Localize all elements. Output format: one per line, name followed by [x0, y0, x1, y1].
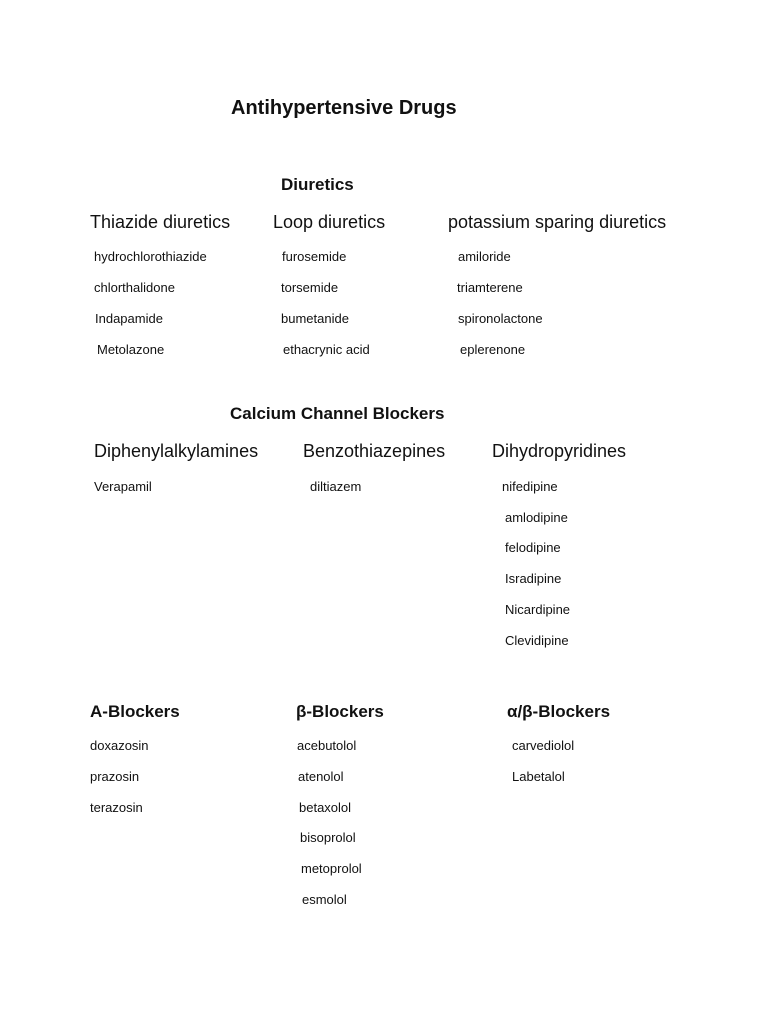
- dihydropyridines-header: Dihydropyridines: [492, 441, 627, 461]
- drug-item: felodipine: [505, 540, 561, 555]
- drug-item: eplerenone: [460, 342, 526, 357]
- diuretics-heading: Diuretics: [281, 175, 354, 194]
- drug-item: prazosin: [90, 769, 140, 784]
- diphenylalkylamines-header: Diphenylalkylamines: [94, 441, 259, 461]
- drug-item: Labetalol: [512, 769, 565, 784]
- thiazide-diuretics-header: Thiazide diuretics: [90, 212, 231, 232]
- drug-item: Isradipine: [505, 571, 562, 586]
- beta-blockers-header: β-Blockers: [296, 702, 384, 721]
- loop-diuretics-header: Loop diuretics: [273, 212, 386, 232]
- alpha-beta-blockers-header: α/β-Blockers: [507, 702, 611, 721]
- drug-item: terazosin: [90, 800, 143, 815]
- drug-item: metoprolol: [301, 861, 362, 876]
- drug-item: diltiazem: [310, 479, 362, 494]
- page-title: Antihypertensive Drugs: [231, 97, 457, 119]
- drug-item: ethacrynic acid: [283, 342, 370, 357]
- drug-item: carvediolol: [512, 738, 575, 753]
- drug-item: doxazosin: [90, 738, 149, 753]
- drug-item: furosemide: [282, 249, 347, 264]
- drug-item: nifedipine: [502, 479, 558, 494]
- drug-item: torsemide: [281, 280, 339, 295]
- drug-item: amlodipine: [505, 510, 568, 525]
- drug-item: Nicardipine: [505, 602, 571, 617]
- drug-item: amiloride: [458, 249, 511, 264]
- drug-item: esmolol: [302, 892, 347, 907]
- drug-item: spironolactone: [458, 311, 543, 326]
- alpha-blockers-header: A-Blockers: [90, 702, 180, 721]
- benzothiazepines-header: Benzothiazepines: [303, 441, 446, 461]
- drug-item: Verapamil: [94, 479, 152, 494]
- drug-item: Clevidipine: [505, 633, 569, 648]
- drug-item: chlorthalidone: [94, 280, 175, 295]
- drug-item: Indapamide: [95, 311, 163, 326]
- drug-item: triamterene: [457, 280, 523, 295]
- drug-item: acebutolol: [297, 738, 357, 753]
- drug-item: hydrochlorothiazide: [94, 249, 207, 264]
- drug-item: bumetanide: [281, 311, 349, 326]
- drug-item: bisoprolol: [300, 830, 356, 845]
- potassium-sparing-diuretics-header: potassium sparing diuretics: [448, 212, 667, 232]
- drug-item: betaxolol: [299, 800, 352, 815]
- drug-item: atenolol: [298, 769, 344, 784]
- drug-item: Metolazone: [97, 342, 165, 357]
- ccb-heading: Calcium Channel Blockers: [230, 404, 445, 423]
